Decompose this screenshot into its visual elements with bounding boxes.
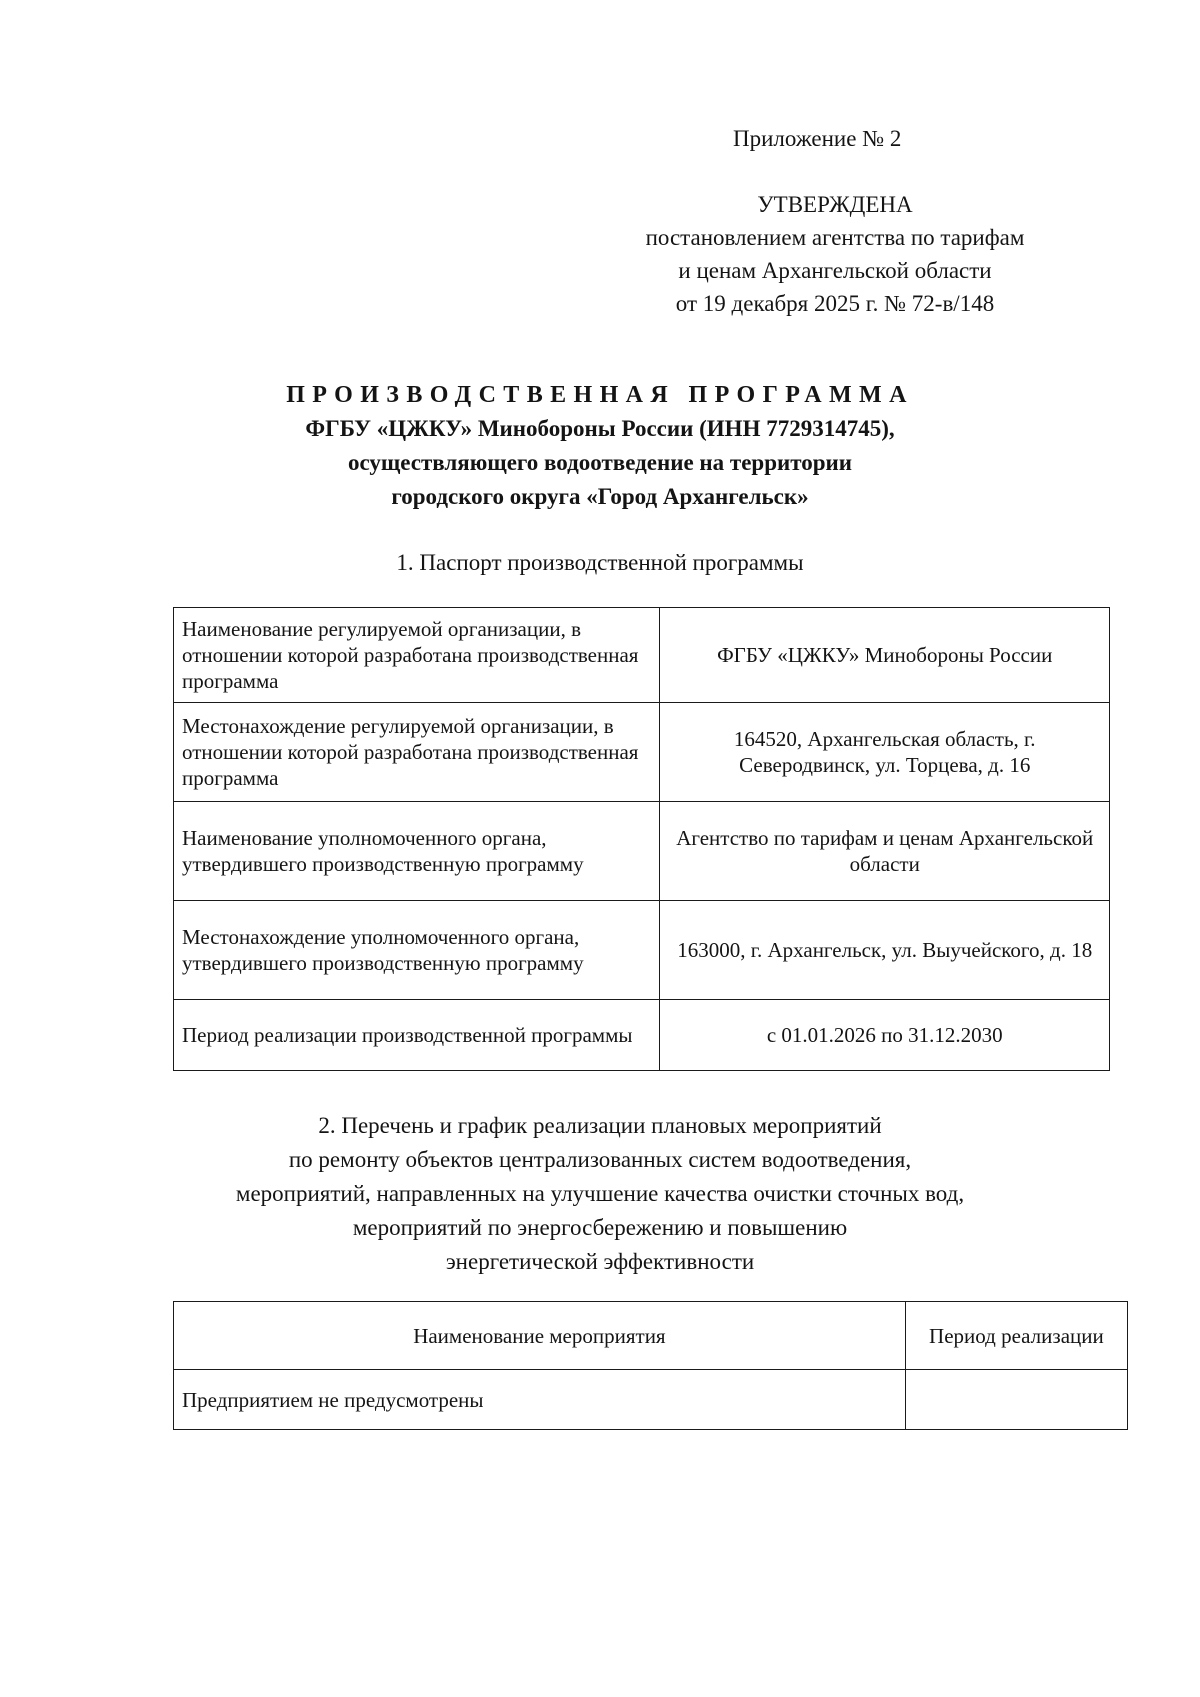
events-col-period-header: Период реализации [905,1302,1127,1370]
passport-row-value: Агентство по тарифам и ценам Архангельской области [660,802,1110,901]
passport-row-value: ФГБУ «ЦЖКУ» Минобороны России [660,608,1110,703]
events-row-name: Предприятием не предусмотрены [174,1370,906,1430]
section2-heading [150,1109,1050,1279]
appendix-label: Приложение № 2 [733,126,902,151]
section2-heading-line-1: 2. Перечень и график реализации плановых мероприятий [318,1113,882,1138]
passport-row-label: Местонахождение регулируемой организации, в отношении которой разработана производственная программа [174,703,660,802]
passport-row-label: Местонахождение уполномоченного органа, утвердившего производственную программу [174,901,660,1000]
passport-row [174,802,1110,901]
events-row-period [905,1370,1127,1430]
approval-title: УТВЕРЖДЕНА [757,192,913,217]
events-table-header [174,1302,1128,1370]
approval-line-1: постановлением агентства по тарифам [645,225,1025,250]
table-row [174,1370,1128,1430]
passport-row-value: с 01.01.2026 по 31.12.2030 [660,1000,1110,1071]
events-col-name-header: Наименование мероприятия [174,1302,906,1370]
section2-heading-line-4: мероприятий по энергосбережению и повышению [352,1215,848,1240]
passport-row [174,901,1110,1000]
passport-row-value: 164520, Архангельская область, г. Северодвинск, ул. Торцева, д. 16 [660,703,1110,802]
program-title-line-1: ПРОИЗВОДСТВЕННАЯ ПРОГРАММА [286,382,914,408]
events-table [173,1301,1128,1430]
passport-row-label: Наименование регулируемой организации, в отношении которой разработана производственная программа [174,608,660,703]
section1-heading: 1. Паспорт производственной программы [396,550,804,575]
passport-table [173,607,1110,1071]
passport-row [174,703,1110,802]
program-title [150,378,1050,514]
section2-heading-line-3: мероприятий, направленных на улучшение качества очистки сточных вод, [235,1181,965,1206]
approval-stamp [600,188,1070,320]
section2-heading-line-2: по ремонту объектов централизованных систем водоотведения, [288,1147,912,1172]
passport-row-value: 163000, г. Архангельск, ул. Выучейского, д. 18 [660,901,1110,1000]
passport-row-label: Наименование уполномоченного органа, утвердившего производственную программу [174,802,660,901]
approval-line-2: и ценам Архангельской области [678,258,992,283]
passport-row [174,608,1110,703]
passport-row-label: Период реализации производственной программы [174,1000,660,1071]
program-title-line-3: осуществляющего водоотведение на территории [347,450,853,475]
passport-row [174,1000,1110,1071]
section2-heading-line-5: энергетической эффективности [445,1249,755,1274]
program-title-line-2: ФГБУ «ЦЖКУ» Минобороны России (ИНН 7729314745), [305,416,895,441]
program-title-line-4: городского округа «Город Архангельск» [391,484,809,509]
approval-line-3: от 19 декабря 2025 г. № 72-в/148 [675,291,995,316]
